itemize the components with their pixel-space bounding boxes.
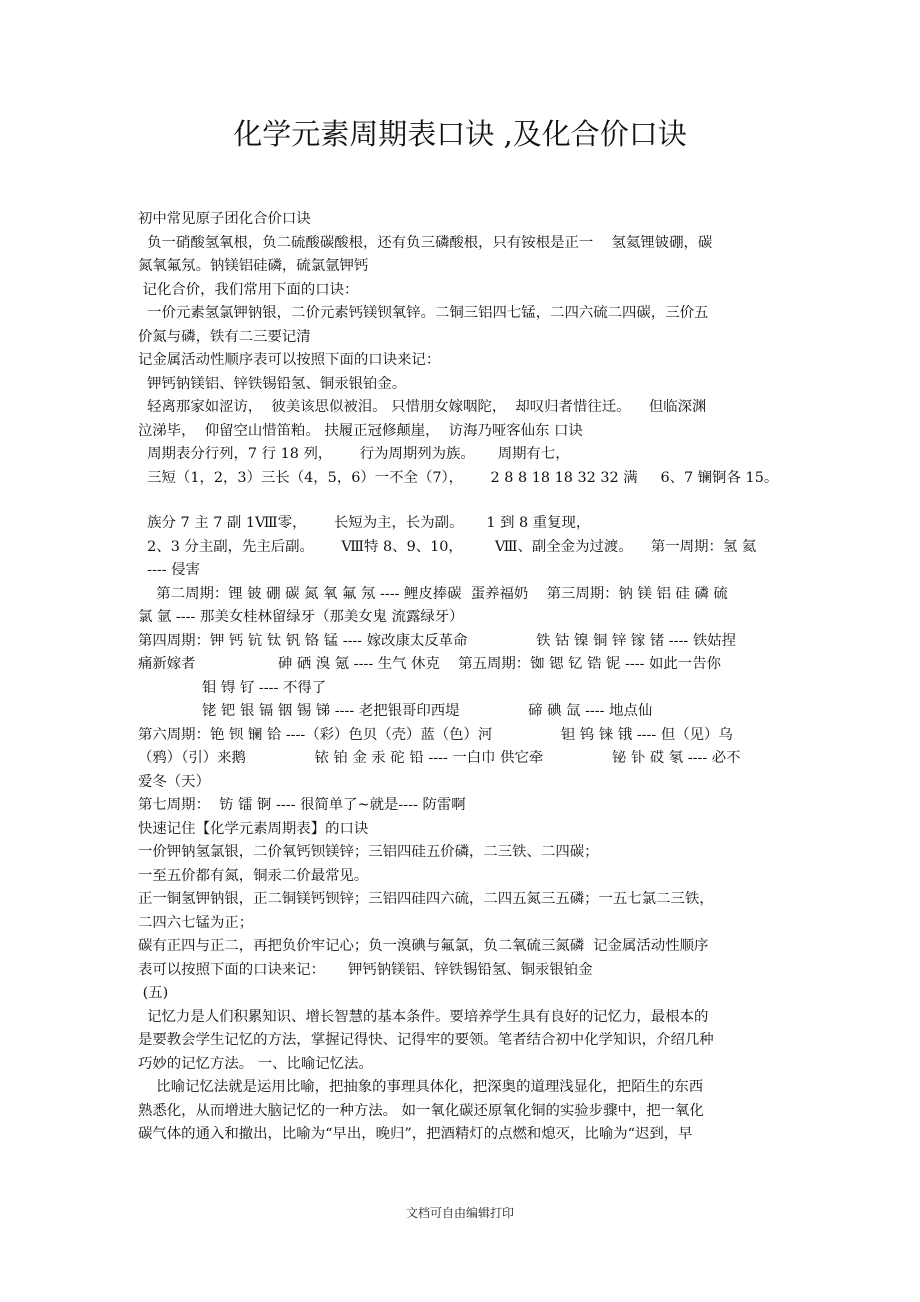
text-line: 爱冬（天）	[138, 773, 210, 790]
text-line: (五)	[138, 985, 169, 1001]
text-line: 第四周期：钾 钙 钪 钛 钒 铬 锰 ---- 嫁改康太反革命 铁 钴 镍 铜 锌 镓 锗 ---- 铁姑捏	[138, 632, 737, 649]
text-line: 周期表分行列，7 行 18 列， 行为周期列为族。 周期有七，	[138, 446, 570, 462]
text-line: 一价元素氢氯钾钠银，二价元素钙镁钡氧锌。二铜三铝四七锰，二四六硫二四碳，三价五	[138, 305, 709, 321]
text-line: 一至五价都有氮，铜汞二价最常见。	[138, 867, 369, 884]
text-line: 2、3 分主副，先主后副。 Ⅷ特 8、9、10， Ⅷ、副全金为过渡。 第一周期：氢 氦	[138, 538, 757, 555]
text-line: 熟悉化，从而增进大脑记忆的一种方法。 如一氧化碳还原氧化铜的实验步骤中，把一氧化	[138, 1102, 704, 1119]
text-line: 钾钙钠镁铝、锌铁锡铅氢、铜汞银铂金。	[138, 375, 407, 392]
text-line: 记化合价，我们常用下面的口诀：	[138, 281, 359, 298]
text-line: 一价钾钠氢氯银，二价氧钙钡镁锌；三铝四硅五价磷，二三铁、二四碳；	[138, 844, 599, 860]
text-line: 正一铜氢钾钠银，正二铜镁钙钡锌；三铝四硅四六硫，二四五氮三五磷；一五七氯二三铁，	[138, 891, 714, 907]
text-line: 表可以按照下面的口诀来记： 钾钙钠镁铝、锌铁锡铅氢、铜汞银铂金	[138, 961, 593, 978]
text-line: 负一硝酸氢氧根，负二硫酸碳酸根，还有负三磷酸根，只有铵根是正一 氢氦锂铍硼，碳	[138, 234, 713, 251]
text-line: 碳气体的通入和撤出，比喻为“早出，晚归”，把酒精灯的点燃和熄灭，比喻为“迟到，早	[138, 1126, 693, 1142]
text-line: 铑 钯 银 镉 铟 锡 锑 ---- 老把银哥印西堤 碲 碘 氙 ---- 地点仙	[138, 703, 653, 719]
text-line: 第七周期： 钫 镭 锕 ---- 很简单了~就是---- 防雷啊	[138, 797, 466, 813]
text-line: 氯 氩 ---- 那美女桂林留绿牙（那美女鬼 流露绿牙）	[138, 609, 464, 625]
text-line: 价氮与磷，铁有二三要记清	[138, 328, 311, 345]
text-line: 巧妙的记忆方法。 一、比喻记忆法。	[138, 1055, 373, 1072]
text-line: 氮氧氟氖。钠镁铝硅磷，硫氯氩钾钙	[138, 258, 369, 274]
text-line: 第二周期：锂 铍 硼 碳 氮 氧 氟 氖 ---- 鲤皮捧碳 蛋养福奶 第三周期：钠 镁 铝 硅 磷 硫	[138, 585, 728, 602]
text-line: （鸦）（引）来鹅 铱 铂 金 汞 砣 铅 ---- 一白巾 供它牵 铋 钋 砹 氡 ---- 必不	[138, 750, 741, 766]
document-title: 化学元素周期表口诀 ,及化合价口诀	[233, 117, 687, 151]
text-line: 钼 锝 钌 ---- 不得了	[138, 679, 327, 696]
text-line: 初中常见原子团化合价口诀	[138, 211, 311, 227]
text-line: 族分 7 主 7 副 1Ⅷ零， 长短为主，长为副。 1 到 8 重复现，	[138, 515, 591, 531]
text-line: 比喻记忆法就是运用比喻，把抽象的事理具体化，把深奥的道理浅显化，把陌生的东西	[138, 1079, 704, 1095]
text-line: ---- 侵害	[138, 562, 200, 578]
text-line: 泣涕毕， 仰留空山惜笛粕。 扶履正冠修颠崖， 访海乃哑客仙东 口诀	[138, 422, 583, 439]
page-footer: 文档可自由编辑打印	[405, 1206, 514, 1220]
text-line: 快速记住【化学元素周期表】的口诀	[138, 820, 369, 837]
document-body	[138, 208, 788, 1147]
text-line: 痛新嫁者 砷 硒 溴 氪 ---- 生气 休克 第五周期：铷 锶 钇 锆 铌 ---- 如此一告你	[138, 656, 721, 672]
text-line: 二四六七锰为正；	[138, 914, 254, 931]
blank-line	[138, 490, 788, 512]
text-line: 第六周期：铯 钡 镧 铪 ----（彩）色贝（壳）蓝（色）河 钽 钨 铼 锇 ---- 但（见）乌	[138, 726, 733, 743]
text-line: 三短（1，2，3）三长（4，5，6）一不全（7）， 2 8 8 18 18 32 32 满 6、7 镧锕各 15。	[138, 469, 779, 486]
text-line: 碳有正四与正二，再把负价牢记心；负一溴碘与氟氯，负二氧硫三氮磷 记金属活动性顺序	[138, 938, 709, 954]
text-line: 记金属活动性顺序表可以按照下面的口诀来记：	[138, 352, 441, 368]
text-line: 轻离那家如涩访， 彼美该思似被泪。 只惜朋女嫁咽陀， 却叹归者惜往迁。 但临深渊	[138, 399, 707, 415]
text-line: 记忆力是人们积累知识、增长智慧的基本条件。要培养学生具有良好的记忆力，最根本的	[138, 1008, 709, 1025]
text-line: 是要教会学生记忆的方法，掌握记得快、记得牢的要领。笔者结合初中化学知识，介绍几种	[138, 1032, 714, 1048]
